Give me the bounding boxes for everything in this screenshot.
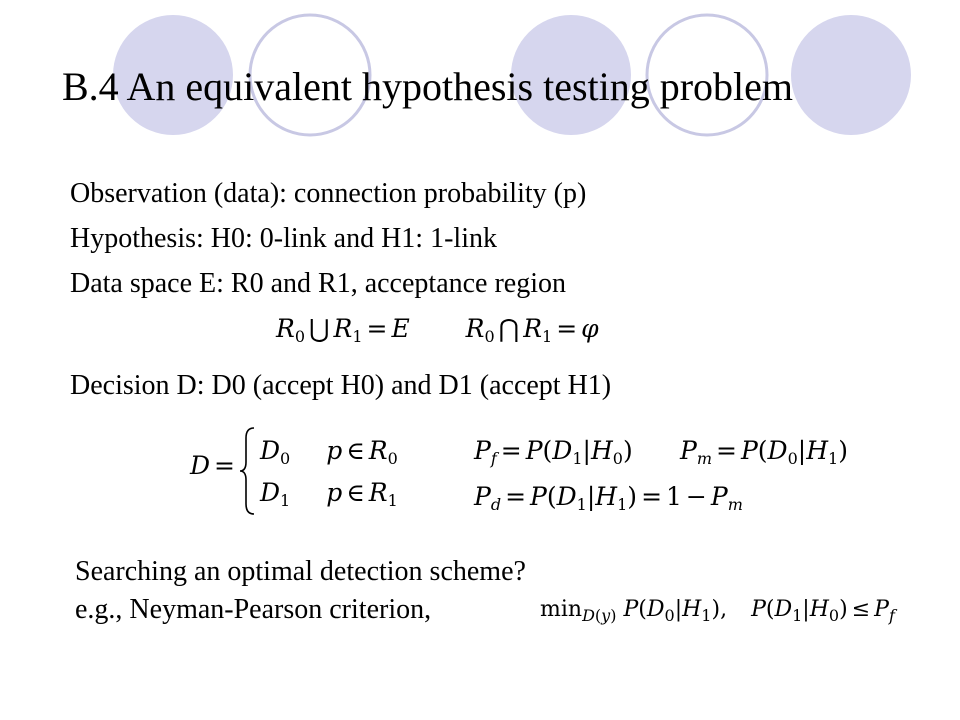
- decision-d-label: D =: [190, 451, 235, 480]
- left-brace: [238, 426, 258, 516]
- neyman-pearson-formula: $\min_{D(y)} P(D_0|H_1)$, $P(D_1|H_0) \le P_f$: [540, 597, 895, 625]
- decision-line: Decision D: D0 (accept H0) and D1 (accept H1): [70, 370, 612, 401]
- miss-probability-formula: $P_m = P(D_0|H_1)$: [680, 436, 848, 468]
- observation-line: Observation (data): connection probability (p): [70, 178, 587, 209]
- hypothesis-line: Hypothesis: H0: 0-link and H1: 1-link: [70, 223, 497, 254]
- union-intersection-equation: $R_0$ ⋃ $R_1 = E$ $R_0$ ⋂ $R_1 = \varphi$: [276, 314, 599, 346]
- criterion-line: e.g., Neyman-Pearson criterion,: [75, 594, 432, 625]
- detection-probability-formula: $P_d = P(D_1|H_1) = 1 - P_m$: [474, 482, 743, 514]
- circle-filled-5: [791, 15, 911, 135]
- slide-title: B.4 An equivalent hypothesis testing problem: [62, 64, 794, 109]
- decision-case-d0: $D_0$ p ∈ $R_0$: [260, 436, 398, 468]
- search-question-line: Searching an optimal detection scheme?: [75, 556, 526, 587]
- false-alarm-probability-formula: $P_f = P(D_1|H_0)$: [474, 436, 633, 468]
- data-space-line: Data space E: R0 and R1, acceptance region: [70, 268, 567, 299]
- decision-case-d1: $D_1$ p ∈ $R_1$: [260, 478, 398, 510]
